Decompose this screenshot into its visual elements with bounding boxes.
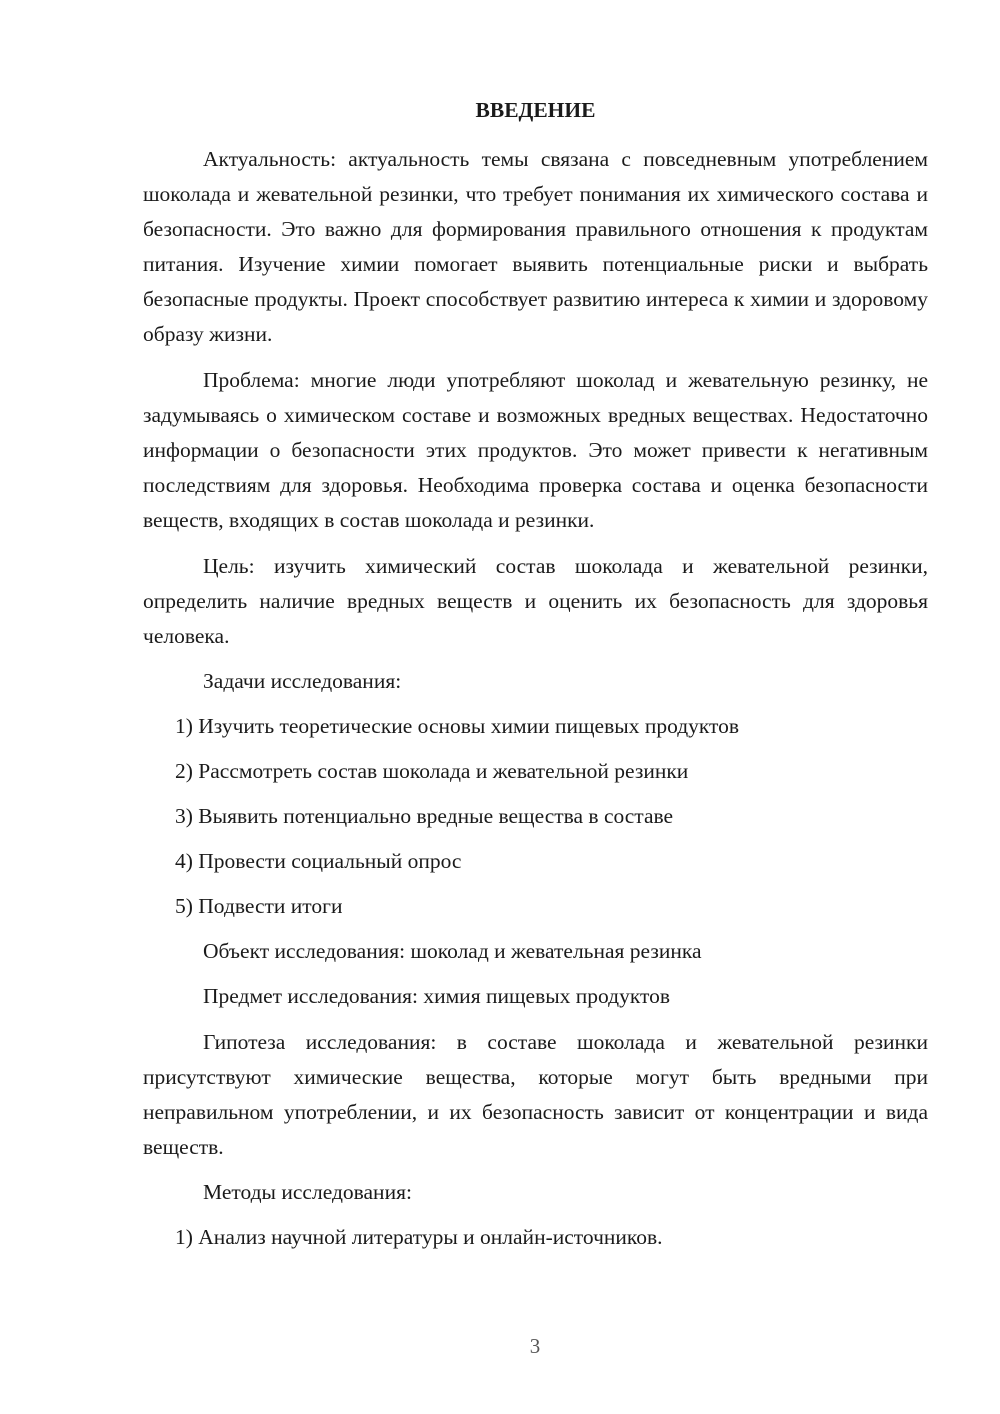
task-item: 1) Изучить теоретические основы химии пищевых продуктов bbox=[175, 714, 740, 738]
document-page bbox=[143, 94, 928, 1255]
task-item: 4) Провести социальный опрос bbox=[175, 849, 462, 873]
methods-heading: Методы исследования: bbox=[203, 1180, 412, 1204]
problem-paragraph: Проблема: многие люди употребляют шоколад и жевательную резинку, не задумываясь о химическом составе и возможных вредных веществах. Недостаточно информации о безопасности этих продуктов. Это может привести к негативным последствиям для здоровья. Необходима проверка состава и оценка безопасности веществ, входящих в состав шоколада и резинки. bbox=[143, 368, 928, 532]
task-item: 5) Подвести итоги bbox=[175, 894, 343, 918]
object-line: Объект исследования: шоколад и жевательная резинка bbox=[203, 939, 702, 963]
page-number: 3 bbox=[529, 1334, 541, 1358]
method-item: 1) Анализ научной литературы и онлайн-источников. bbox=[175, 1225, 663, 1249]
task-item: 3) Выявить потенциально вредные вещества в составе bbox=[175, 804, 674, 828]
goal-paragraph: Цель: изучить химический состав шоколада и жевательной резинки, определить наличие вредных веществ и оценить их безопасность для здоровья человека. bbox=[143, 554, 928, 648]
page-title: ВВЕДЕНИЕ bbox=[475, 98, 596, 122]
tasks-heading: Задачи исследования: bbox=[203, 669, 402, 693]
relevance-paragraph: Актуальность: актуальность темы связана с повседневным употреблением шоколада и жевательной резинки, что требует понимания их химического состава и безопасности. Это важно для формирования правильного отношения к продуктам питания. Изучение химии помогает выявить потенциальные риски и выбрать безопасные продукты. Проект способствует развитию интереса к химии и здоровому образу жизни. bbox=[143, 147, 928, 346]
hypothesis-paragraph: Гипотеза исследования: в составе шоколада и жевательной резинки присутствуют химические вещества, которые могут быть вредными при неправильном употреблении, и их безопасность зависит от концентрации и вида веществ. bbox=[143, 1030, 928, 1159]
task-item: 2) Рассмотреть состав шоколада и жевательной резинки bbox=[175, 759, 689, 783]
subject-line: Предмет исследования: химия пищевых продуктов bbox=[203, 984, 671, 1008]
